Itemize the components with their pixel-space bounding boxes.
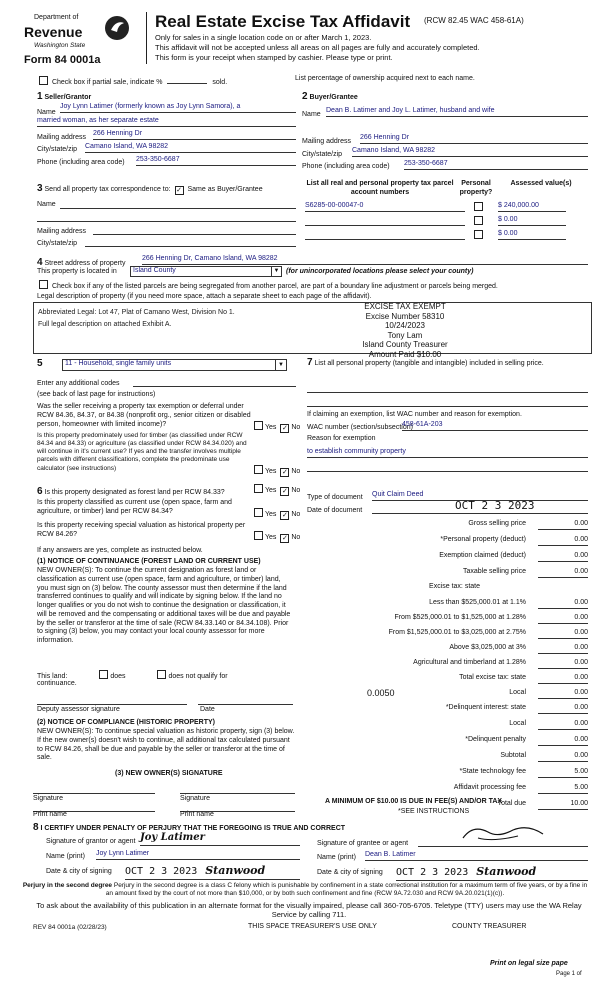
partial-sale-sold: sold. <box>212 79 228 86</box>
seller-city-label: City/state/zip <box>37 146 78 153</box>
tier1-label: Less than $525,000.01 at 1.1% <box>429 599 526 606</box>
tier1-value[interactable]: 0.00 <box>538 599 588 609</box>
new-owner-sig-heading: (3) NEW OWNER(S) SIGNATURE <box>115 770 223 777</box>
section7-row <box>307 357 587 370</box>
section3-name-field-2[interactable] <box>37 213 296 222</box>
additional-codes-field[interactable] <box>133 378 296 387</box>
continuance-label: continuance. <box>37 680 77 687</box>
agency-line3: Washington State <box>34 42 86 49</box>
stamp-line6: Amount Paid $10.00 <box>368 349 442 359</box>
doc-date-stamp: OCT 2 3 2023 <box>455 499 535 512</box>
grantee-city-value: Stanwood <box>476 865 537 878</box>
no-label: No <box>291 424 301 431</box>
stamp-line5: Island County Treasurer <box>362 340 448 350</box>
section5-q1: Was the seller receiving a property tax exemption or deferral under RCW 84.36, 84.37, or 84.38 (nonprofit org., senior citizen or disabled person, homeowner with limited income)? <box>37 403 251 428</box>
parcels-col3: Assessed value(s) <box>510 180 572 187</box>
grantee-name-label: Name (print) <box>317 854 356 861</box>
gross-price-label: Gross selling price <box>468 520 526 527</box>
buyer-address-field[interactable]: 266 Henning Dr <box>360 134 588 144</box>
agency-line1: Department of <box>34 14 79 21</box>
buyer-name-label: Name <box>302 111 321 118</box>
form-title: Real Estate Excise Tax Affidavit <box>155 12 411 31</box>
rcw-reference: (RCW 82.45 WAC 458-61A) <box>424 16 524 25</box>
no-label: No <box>291 468 301 475</box>
excise-state-label: Excise tax: state <box>429 583 480 590</box>
section6-q3: Is this property receiving special valuation as historical property per RCW 84.26? <box>37 522 246 538</box>
no-checkbox[interactable]: ✓ <box>281 425 288 432</box>
buyer-phone-label: Phone (including area code) <box>302 163 390 170</box>
personal-property-field-1[interactable] <box>307 384 588 393</box>
legal-value-1: Abbreviated Legal: Lot 47, Plat of Camano West, Division No 1. <box>38 309 235 316</box>
yes-checkbox[interactable] <box>254 421 263 430</box>
delinquent-penalty-label: *Delinquent penalty <box>465 736 526 743</box>
tier4-label: Above $3,025,000 at 3% <box>449 644 526 651</box>
perjury-text <box>22 882 588 898</box>
personal-property-deduct-label: *Personal property (deduct) <box>440 536 526 543</box>
segregated-checkbox[interactable] <box>39 280 48 289</box>
seller-city-field[interactable]: Camano Island, WA 98282 <box>85 143 296 153</box>
exemption-deduct-label: Exemption claimed (deduct) <box>439 552 526 559</box>
page-number: Page 1 of <box>556 971 582 977</box>
signature-label-1: Signature <box>33 795 63 802</box>
grantor-name-label: Name (print) <box>46 853 85 860</box>
county-treasurer-label: COUNTY TREASURER <box>452 923 527 930</box>
personal-property-field-2[interactable] <box>307 398 588 407</box>
section6-instruction: If any answers are yes, complete as instructed below. <box>37 547 203 554</box>
grantor-date-field[interactable] <box>125 864 300 880</box>
segregated-label: Check box if any of the listed parcels are being segregated from another parcel, are part of a boundary line adjustment or parcels being merged. <box>51 283 498 290</box>
yes-checkbox[interactable] <box>254 508 263 517</box>
section3-label: Send all property tax correspondence to: <box>44 186 171 193</box>
partial-sale-percent-field[interactable] <box>167 83 207 84</box>
seller-heading <box>37 91 91 104</box>
no-checkbox[interactable]: ✓ <box>281 488 288 495</box>
dor-logo <box>12 12 142 72</box>
parcels-col2: Personal property? <box>459 180 493 196</box>
grantor-date-value: OCT 2 3 2023 <box>125 866 198 877</box>
agricultural-label: Agricultural and timberland at 1.28% <box>413 659 526 666</box>
print-legal-note: Print on legal size pape <box>490 960 568 967</box>
chevron-down-icon: ▼ <box>275 360 286 370</box>
reason-label: Reason for exemption <box>307 435 376 442</box>
personal-property-deduct-value[interactable]: 0.00 <box>538 536 588 546</box>
section3-row <box>37 183 263 196</box>
use-code-select[interactable] <box>62 359 287 371</box>
tier3-value[interactable]: 0.00 <box>538 629 588 639</box>
grantee-sig-label: Signature of grantee or agent <box>317 840 409 847</box>
rev-number: REV 84 0001a (02/28/23) <box>33 924 107 931</box>
personal-property-checkbox[interactable] <box>474 216 483 225</box>
agricultural-value[interactable]: 0.00 <box>538 659 588 669</box>
grantee-date-label: Date & city of signing <box>317 869 383 876</box>
chevron-down-icon: ▼ <box>271 267 281 276</box>
header-note2: This affidavit will not be accepted unless all areas on all pages are fully and accurately completed. <box>155 43 480 52</box>
legal-value-2: Full legal description on attached Exhibit A. <box>38 321 172 328</box>
section3-city-field[interactable] <box>85 238 296 247</box>
reason-field-2[interactable] <box>307 463 588 472</box>
notice2-title: (2) NOTICE OF COMPLIANCE (HISTORIC PROPERTY) <box>37 719 215 726</box>
assessed-value-field[interactable]: $ 0.00 <box>498 216 566 226</box>
partial-sale-row <box>37 76 227 88</box>
county-select[interactable] <box>130 266 282 277</box>
same-as-buyer-checkbox[interactable]: ✓ <box>176 187 182 194</box>
located-label: This property is located in <box>37 268 117 275</box>
section6-num: 6 <box>37 486 43 497</box>
partial-sale-label: Check box if partial sale, indicate % <box>51 79 163 86</box>
total-state-label: Total excise tax: state <box>459 674 526 681</box>
use-code-value: 11 - Household, single family units <box>65 360 172 367</box>
county-note: (for unincorporated locations please select your county) <box>286 268 474 275</box>
does-checkbox[interactable] <box>99 670 108 679</box>
buyer-num: 2 <box>302 91 308 102</box>
processing-fee-label: Affidavit processing fee <box>453 784 526 791</box>
parcel-number-field[interactable]: S6285-00-00047-0 <box>305 202 465 212</box>
section4-num: 4 <box>37 257 43 268</box>
doc-type-label: Type of document <box>307 494 363 501</box>
section3-address-field[interactable] <box>93 226 296 235</box>
accessibility-text: To ask about the availability of this publication in an alternate format for the visually impaired, please call 360-705-6705. Teletype (TTY) users may use the WA Relay Service by calling 711. <box>36 901 582 920</box>
does-not-checkbox[interactable] <box>157 670 166 679</box>
section3-name-field[interactable] <box>60 200 296 209</box>
owner-signature-line-2[interactable] <box>180 785 295 794</box>
segregated-row <box>37 280 498 292</box>
section6-q1-answers <box>252 484 300 496</box>
header-note1: Only for sales in a single location code on or after March 1, 2023. <box>155 33 372 42</box>
section7-label: List all personal property (tangible and intangible) included in selling price. <box>314 360 544 367</box>
yes-label: Yes <box>265 487 277 494</box>
grantee-signature[interactable] <box>418 834 588 847</box>
assessed-value-field[interactable]: $ 0.00 <box>498 230 566 240</box>
tech-fee-label: *State technology fee <box>459 768 526 775</box>
seller-name-field-2[interactable]: married woman, as her separate estate <box>37 117 296 127</box>
seller-phone-label: Phone (including area code) <box>37 159 125 166</box>
buyer-heading-text: Buyer/Grantee <box>309 94 358 101</box>
subtotal-label: Subtotal <box>500 752 526 759</box>
delinquent-local-value[interactable]: 0.00 <box>538 720 588 730</box>
perjury-body: Perjury in the second degree is a class C felony which is punishable by confinement in a state correctional institution for a maximum term of five years, or by a fine in an amount fixed by the court of not more than $10,000, or by both such confinement and fine (RCW 9A.72.030 and RCW 9A.20.021(1)(c)). <box>105 882 588 898</box>
certify-text: I CERTIFY UNDER PENALTY OF PERJURY THAT THE FOREGOING IS TRUE AND CORRECT <box>40 825 346 832</box>
yes-label: Yes <box>265 511 277 518</box>
notice1-title: (1) NOTICE OF CONTINUANCE (FOREST LAND OR CURRENT USE) <box>37 558 261 565</box>
gross-price-value[interactable]: 0.00 <box>538 520 588 530</box>
no-label: No <box>291 511 301 518</box>
seller-name-label: Name <box>37 109 56 116</box>
yes-label: Yes <box>265 424 277 431</box>
assessed-value-field[interactable]: $ 240,000.00 <box>498 202 566 212</box>
delinquent-penalty-value[interactable]: 0.00 <box>538 736 588 746</box>
deputy-date-line[interactable] <box>198 696 293 705</box>
ownership-note: List percentage of ownership acquired next to each name. <box>295 75 475 82</box>
deputy-date-label: Date <box>200 706 215 713</box>
see-instructions: *SEE INSTRUCTIONS <box>398 808 470 815</box>
county-select-value: Island County <box>133 267 176 274</box>
no-checkbox[interactable]: ✓ <box>281 512 288 519</box>
delinquent-interest-value[interactable]: 0.00 <box>538 704 588 714</box>
yes-label: Yes <box>265 534 277 541</box>
street-address-field[interactable]: 266 Henning Dr, Camano Island, WA 98282 <box>142 255 588 265</box>
section5-num: 5 <box>37 358 43 369</box>
grantor-sig-label: Signature of grantor or agent <box>46 838 136 845</box>
additional-codes-label: Enter any additional codes <box>37 380 120 387</box>
grantee-name-field[interactable]: Dean B. Latimer <box>365 851 588 861</box>
no-checkbox[interactable]: ✓ <box>281 469 288 476</box>
tech-fee-value[interactable]: 5.00 <box>538 768 588 778</box>
exemption-label: If claiming an exemption, list WAC number and reason for exemption. <box>307 411 522 418</box>
stamp-line4: Tony Lam <box>387 330 423 340</box>
seller-phone-field[interactable]: 253-350-6687 <box>136 156 296 166</box>
parcel-number-field[interactable] <box>305 216 465 226</box>
section8-num: 8 <box>33 822 39 833</box>
stamp-line3: 10/24/2023 <box>384 321 426 331</box>
does-label: does <box>110 673 126 680</box>
exemption-deduct-value[interactable]: 0.00 <box>538 552 588 562</box>
additional-codes-note: (see back of last page for instructions) <box>37 391 156 398</box>
tier2-value[interactable]: 0.00 <box>538 614 588 624</box>
local-tax-value[interactable]: 0.00 <box>538 689 588 699</box>
section3-name-label: Name <box>37 201 56 208</box>
total-due-label: Total due <box>497 800 526 807</box>
delinquent-local-label: Local <box>509 720 526 727</box>
does-not-label: does not qualify for <box>168 673 228 680</box>
yes-checkbox[interactable] <box>254 465 263 474</box>
section6-q2: Is this property classified as current use (open space, farm and agriculture, or timber) land per RCW 84.34? <box>37 499 232 515</box>
tier4-value[interactable]: 0.00 <box>538 644 588 654</box>
local-tax-label: Local <box>509 689 526 696</box>
form-number: Form 84 0001a <box>24 54 101 66</box>
signature-label-2: Signature <box>180 795 210 802</box>
section3-city-label: City/state/zip <box>37 240 78 247</box>
total-due-value[interactable]: 10.00 <box>538 800 588 810</box>
yes-checkbox[interactable] <box>254 484 263 493</box>
treasurer-use-label: THIS SPACE TREASURER'S USE ONLY <box>248 923 377 930</box>
parcels-col1: List all real and personal property tax parcel account numbers <box>306 180 454 196</box>
wac-number-field[interactable]: 458-61A-203 <box>402 421 588 431</box>
notice1-text: NEW OWNER(S): To continue the current designation as forest land or classification as current use (open space, farm and agriculture, or timber) land, you must sign on (3) below. The county assessor must then determine if the land transferred continues to qualify and will indicate by signing below. If the land no longer qualifies or you do not wish to continue the designation or classification, it will be removed and the compensating or additional taxes will be due and payable by the seller or transferor at the time of sale (RCW 84.33.140 or 84.34.108). Prior to signing (3) below, you may contact your local county assessor for more information. <box>37 567 291 644</box>
grantor-name-field[interactable]: Joy Lynn Latimer <box>96 850 300 860</box>
parcel-number-field[interactable] <box>305 230 465 240</box>
section6-q1-row <box>37 486 257 499</box>
total-state-value[interactable]: 0.00 <box>538 674 588 684</box>
section5-q1-answers <box>252 421 300 433</box>
personal-property-checkbox[interactable] <box>474 202 483 211</box>
doc-date-label: Date of document <box>307 507 363 514</box>
delinquent-interest-label: *Delinquent interest: state <box>445 704 526 711</box>
owner-signature-line-1[interactable] <box>33 785 155 794</box>
grantor-date-label: Date & city of signing <box>46 868 112 875</box>
doc-type-field[interactable]: Quit Claim Deed <box>372 491 588 501</box>
print-name-label-1: Print name <box>33 811 67 818</box>
deputy-signature-line[interactable] <box>37 696 187 705</box>
section6-q2-answers <box>252 508 300 520</box>
excise-stamp <box>330 302 480 360</box>
section3-num: 3 <box>37 183 43 194</box>
street-label: Street address of property <box>44 260 126 267</box>
dor-swirl-icon <box>104 14 130 42</box>
seller-heading-text: Seller/Grantor <box>44 94 92 101</box>
section5-q2: Is this property predominately used for timber (as classified under RCW 84.34 and 84.33) or agriculture (as classified under RCW 84.34.020) and will continue in it's current use? If yes and the transfer involves multiple parcels with different classifications, complete the predominate use calculator (see instructions) <box>37 432 247 472</box>
section3-address-label: Mailing address <box>37 228 87 235</box>
buyer-city-label: City/state/zip <box>302 151 343 158</box>
buyer-address-label: Mailing address <box>302 138 352 145</box>
no-label: No <box>291 487 301 494</box>
yes-label: Yes <box>265 468 277 475</box>
seller-address-label: Mailing address <box>37 134 87 141</box>
stamp-line2: Excise Number 58310 <box>365 311 445 321</box>
tier2-label: From $525,000.01 to $1,525,000 at 1.28% <box>394 614 526 621</box>
same-as-buyer-label: Same as Buyer/Grantee <box>187 186 263 193</box>
no-label: No <box>291 534 301 541</box>
grantor-signature[interactable]: Joy Latimer <box>140 832 300 846</box>
seller-num: 1 <box>37 91 43 102</box>
stamp-line1: EXCISE TAX EXEMPT <box>364 302 446 311</box>
section6-q1: Is this property designated as forest land per RCW 84.33? <box>44 489 225 496</box>
taxable-price-value[interactable]: 0.00 <box>538 568 588 578</box>
personal-property-checkbox[interactable] <box>474 230 483 239</box>
buyer-phone-field[interactable]: 253-350-6687 <box>404 160 588 170</box>
deputy-sig-label: Deputy assessor signature <box>37 706 120 713</box>
no-checkbox[interactable]: ✓ <box>281 535 288 542</box>
minimum-due-note: A MINIMUM OF $10.00 IS DUE IN FEE(S) AND/OR TAX <box>325 798 503 805</box>
partial-sale-checkbox[interactable] <box>39 76 48 85</box>
legal-label: Legal description of property (if you need more space, attach a separate sheet to each page of the affidavit). <box>37 293 372 300</box>
section6-q3-answers <box>252 531 300 543</box>
perjury-lead: Perjury in the second degree <box>22 882 113 889</box>
notice2-text: NEW OWNER(S): To continue special valuation as historic property, sign (3) below. If the new owner(s) doesn't wish to continue, all additional tax calculated pursuant to RCW 84.26, shall be due and payable by the seller or transferor at the time of sale. <box>37 728 295 762</box>
header-note3: This form is your receipt when stamped by cashier. Please type or print. <box>155 53 393 62</box>
print-name-label-2: Print name <box>180 811 214 818</box>
buyer-city-field[interactable]: Camano Island, WA 98282 <box>352 147 588 157</box>
wac-label: WAC number (section/subsection) <box>307 424 413 431</box>
seller-address-field[interactable]: 266 Henning Dr <box>93 130 296 140</box>
section5-q2-answers <box>252 465 300 477</box>
seller-name-field[interactable]: Joy Lynn Latimer (formerly known as Joy Lynn Samora), a <box>60 103 296 113</box>
reason-field[interactable]: to establish community property <box>307 448 588 458</box>
tier3-label: From $1,525,000.01 to $3,025,000 at 2.75% <box>388 629 526 636</box>
this-land-label: This land: <box>37 673 68 680</box>
grantee-date-field[interactable] <box>396 865 588 881</box>
grantee-signature-scribble <box>458 824 548 844</box>
taxable-price-label: Taxable selling price <box>462 568 526 575</box>
grantee-date-value: OCT 2 3 2023 <box>396 867 469 878</box>
buyer-name-field[interactable]: Dean B. Latimer and Joy L. Latimer, husband and wife <box>326 107 588 117</box>
local-rate: 0.0050 <box>367 688 395 698</box>
grantor-city-value: Stanwood <box>205 864 266 877</box>
yes-checkbox[interactable] <box>254 531 263 540</box>
section7-num: 7 <box>307 357 313 368</box>
agency-line2: Revenue <box>24 24 83 40</box>
processing-fee-value[interactable]: 5.00 <box>538 784 588 794</box>
subtotal-value[interactable]: 0.00 <box>538 752 588 762</box>
buyer-heading <box>302 91 358 104</box>
